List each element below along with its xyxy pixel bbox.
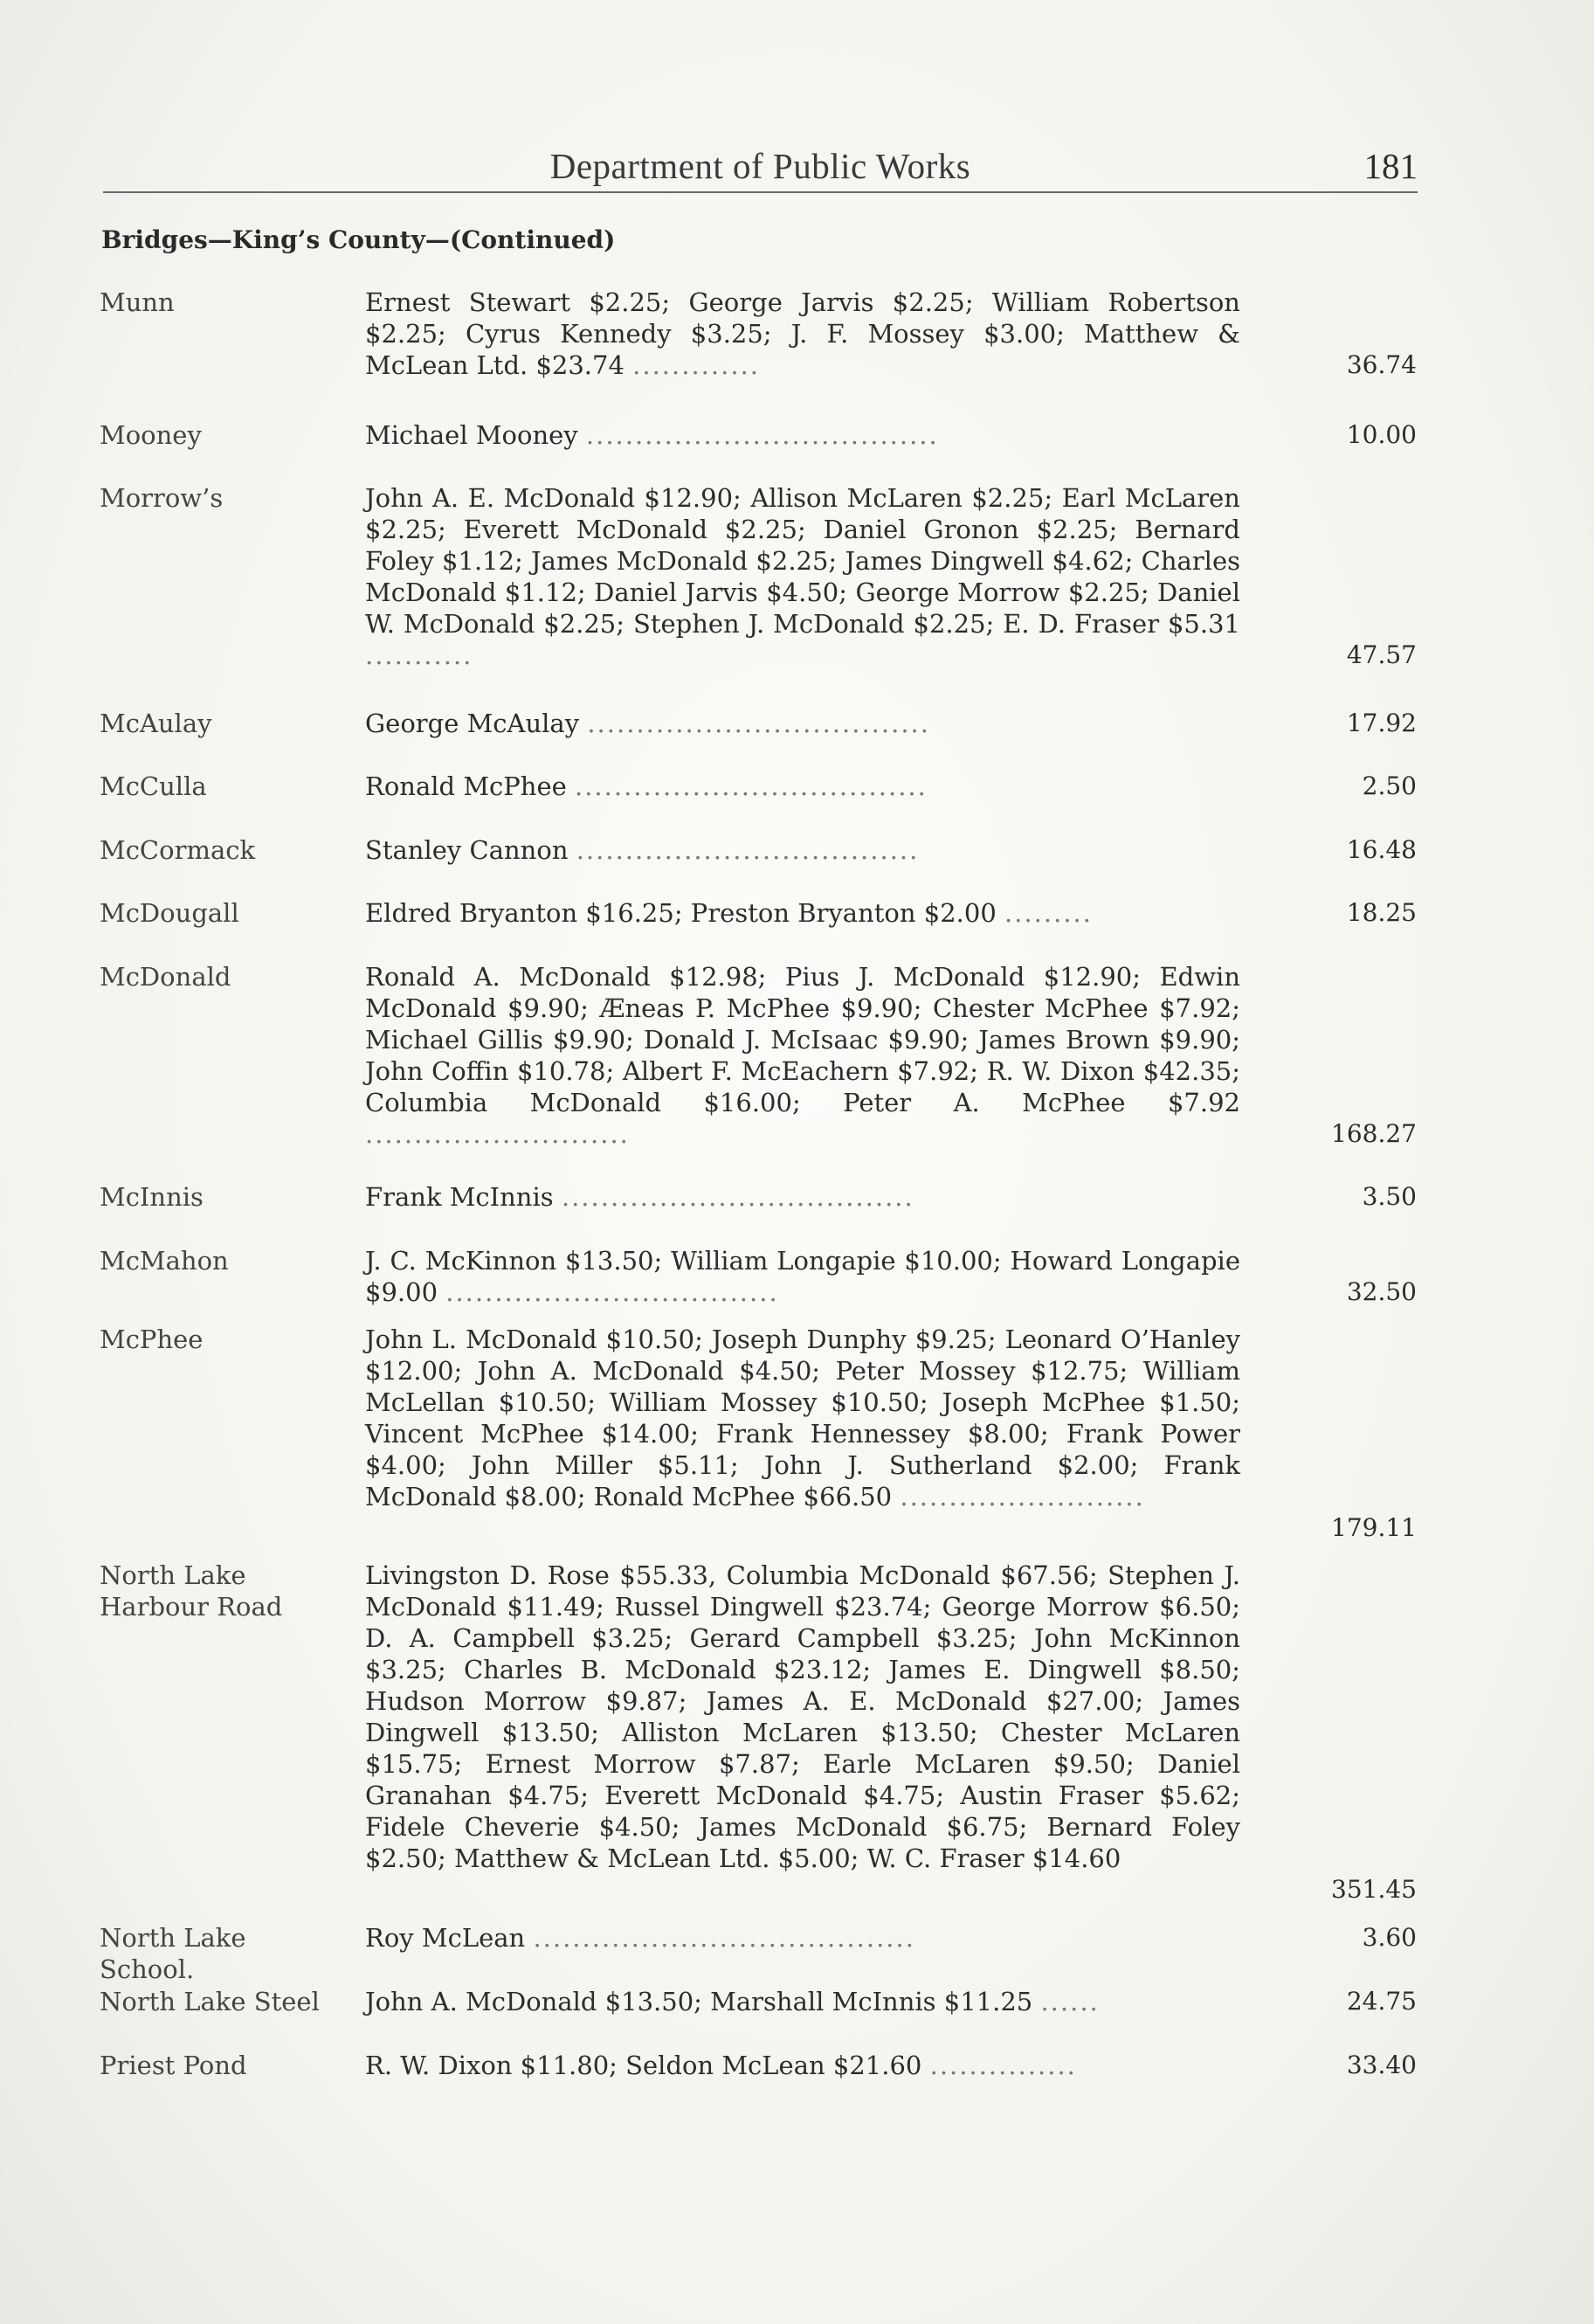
- place-name: McMahon: [100, 1246, 229, 1276]
- entry-total: 3.50: [1362, 1182, 1417, 1211]
- entry-total: 33.40: [1346, 2051, 1417, 2079]
- entry-total: 47.57: [1346, 640, 1417, 669]
- section-heading: Bridges—King’s County—(Continued): [101, 225, 616, 254]
- payee-list: George McAulay ...................................: [365, 709, 930, 738]
- payee-list: Roy McLean .......................................: [365, 1923, 915, 1953]
- payee-list: John A. E. McDonald $12.90; Allison McLaren $2.25; Earl McLaren $2.25; Everett McDonald $2.25; Daniel Gronon $2.25; Bernard Foley $1.12; James McDonald $2.25; James Dingwell $4.62; Charles McDonald $1.12; Daniel Jarvis $4.50; George Morrow $2.25; Daniel W. McDonald $2.25; Stephen J. McDonald $2.25; E. D. Fraser $5.31 ...........: [365, 483, 1240, 670]
- page-title: Department of Public Works: [549, 146, 971, 186]
- entry-total: 24.75: [1346, 1987, 1417, 2016]
- place-name: McInnis: [100, 1182, 204, 1212]
- entry-total: 18.25: [1346, 898, 1417, 927]
- entry-total: 32.50: [1346, 1277, 1417, 1306]
- payee-list: Stanley Cannon ...................................: [365, 835, 920, 865]
- place-name: McCormack: [100, 835, 256, 865]
- place-name: North Lake Steel: [100, 1987, 320, 2016]
- entry-total: 36.74: [1346, 350, 1417, 379]
- entry-total: 2.50: [1362, 771, 1417, 800]
- place-name: North Lake Harbour Road: [100, 1560, 283, 1622]
- entry-total: 16.48: [1346, 835, 1417, 864]
- place-name: McAulay: [100, 709, 212, 738]
- place-name: Morrow’s: [100, 483, 224, 513]
- place-name: McPhee: [100, 1325, 204, 1354]
- payee-list: Ronald McPhee ....................................: [365, 771, 928, 801]
- place-name: McDonald: [100, 962, 231, 992]
- entry-total: 179.11: [1331, 1513, 1417, 1542]
- payee-list: John A. McDonald $13.50; Marshall McInnis $11.25 ......: [365, 1987, 1100, 2016]
- entry-total: 10.00: [1346, 420, 1417, 449]
- payee-list: Frank McInnis ....................................: [365, 1182, 914, 1212]
- payee-list: Livingston D. Rose $55.33, Columbia McDonald $67.56; Stephen J. McDonald $11.49; Russel Dingwell $23.74; George Morrow $6.50; D. A. Campbell $3.25; Gerard Campbell $3.25; John McKinnon $3.25; Charles B. McDonald $23.12; James E. Dingwell $8.50; Hudson Morrow $9.87; James A. E. McDonald $27.00; James Dingwell $13.50; Alliston McLaren $13.50; Chester McLaren $15.75; Ernest Morrow $7.87; Earle McLaren $9.50; Daniel Granahan $4.75; Everett McDonald $4.75; Austin Fraser $5.62; Fidele Cheverie $4.50; James McDonald $6.75; Bernard Foley $2.50; Matthew & McLean Ltd. $5.00; W. C. Fraser $14.60: [365, 1560, 1240, 1873]
- payee-list: Michael Mooney ....................................: [365, 420, 939, 450]
- page-number: 181: [1363, 146, 1418, 186]
- entry-total: 168.27: [1331, 1119, 1417, 1148]
- payee-list: Eldred Bryanton $16.25; Preston Bryanton $2.00 .........: [365, 898, 1093, 928]
- place-name: Priest Pond: [100, 2051, 247, 2080]
- entry-total: 17.92: [1346, 709, 1417, 737]
- place-name: Munn: [100, 287, 175, 317]
- payee-list: Ronald A. McDonald $12.98; Pius J. McDonald $12.90; Edwin McDonald $9.90; Æneas P. McPhee $9.90; Chester McPhee $7.92; Michael Gillis $9.90; Donald J. McIsaac $9.90; James Brown $9.90; John Coffin $10.78; Albert F. McEachern $7.92; R. W. Dixon $42.35; Columbia McDonald $16.00; Peter A. McPhee $7.92 ...........................: [365, 962, 1240, 1149]
- page-header: [103, 145, 1418, 189]
- payee-list: Ernest Stewart $2.25; George Jarvis $2.25; William Robertson $2.25; Cyrus Kennedy $3.25; J. F. Mossey $3.00; Matthew & McLean Ltd. $23.74 .............: [365, 287, 1240, 380]
- payee-list: John L. McDonald $10.50; Joseph Dunphy $9.25; Leonard O’Hanley $12.00; John A. McDonald $4.50; Peter Mossey $12.75; William McLellan $10.50; William Mossey $10.50; Joseph McPhee $1.50; Vincent McPhee $14.00; Frank Hennessey $8.00; Frank Power $4.00; John Miller $5.11; John J. Sutherland $2.00; Frank McDonald $8.00; Ronald McPhee $66.50 .........................: [365, 1325, 1240, 1511]
- entry-total: 3.60: [1362, 1923, 1417, 1952]
- place-name: Mooney: [100, 420, 202, 450]
- payee-list: R. W. Dixon $11.80; Seldon McLean $21.60 ...............: [365, 2051, 1077, 2080]
- payee-list: J. C. McKinnon $13.50; William Longapie $10.00; Howard Longapie $9.00 ..................................: [365, 1246, 1240, 1307]
- place-name: McDougall: [100, 898, 239, 928]
- entry-total: 351.45: [1331, 1875, 1417, 1904]
- place-name: McCulla: [100, 771, 207, 801]
- place-name: North Lake School.: [100, 1923, 246, 1984]
- header-rule: [103, 191, 1418, 193]
